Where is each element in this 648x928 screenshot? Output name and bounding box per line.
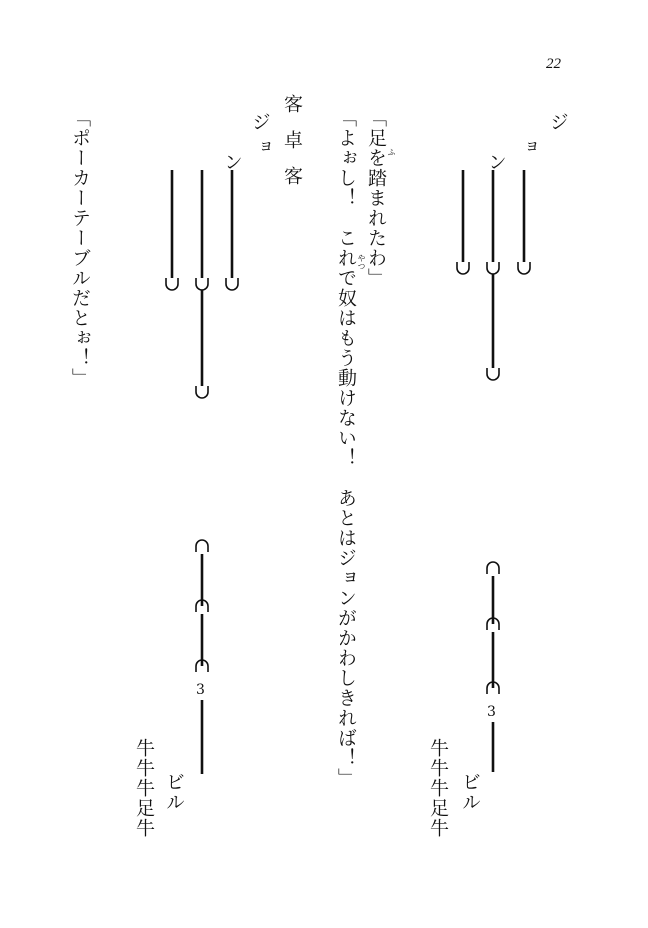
label-bill-left: ビル: [163, 772, 185, 812]
label-john-right-yo: ョ: [517, 138, 537, 156]
ruby-yatsu: やつ: [357, 254, 366, 270]
page-number: 22: [546, 56, 561, 72]
legs-left: 牛牛牛足牛: [133, 738, 155, 838]
label-bill-right: ビル: [459, 772, 481, 812]
john-left-cap-3: [166, 278, 178, 290]
ruby-fu: ふ: [387, 148, 396, 156]
john-right-cap-2: [487, 262, 499, 274]
john-left-cap-long: [196, 386, 208, 398]
john-right-cap-3: [457, 262, 469, 274]
label-customer-1: 客: [281, 94, 303, 114]
john-right-cap-1: [518, 262, 530, 274]
legs-right: 牛牛牛足牛: [427, 738, 449, 838]
label-john-left-yo: ョ: [251, 138, 271, 156]
dialogue-line-2: 「よぉし！ これで奴はもう動けない！ あとはジョンがかわしきれば！」: [335, 108, 357, 788]
dialogue-line-3: 「ポーカーテーブルだとぉ！」: [69, 108, 91, 388]
dialogue-line-1: 「足を踏まれたわ」: [365, 108, 387, 288]
bill-right-number: 3: [487, 704, 496, 720]
label-john-left-ji: ジ: [249, 112, 271, 132]
bill-left-cap-1: [196, 540, 208, 552]
label-john-right-ji: ジ: [547, 112, 569, 132]
label-customer-2: 客: [281, 166, 303, 186]
bill-left-number: 3: [196, 682, 205, 698]
label-table: 卓: [281, 130, 303, 150]
label-john-left-n: ン: [221, 152, 243, 172]
john-left-cap-2: [196, 278, 208, 290]
bill-right-cap-1: [487, 562, 499, 574]
john-left-cap-1: [226, 278, 238, 290]
label-john-right-n: ン: [485, 152, 507, 172]
john-right-cap-long: [487, 368, 499, 380]
